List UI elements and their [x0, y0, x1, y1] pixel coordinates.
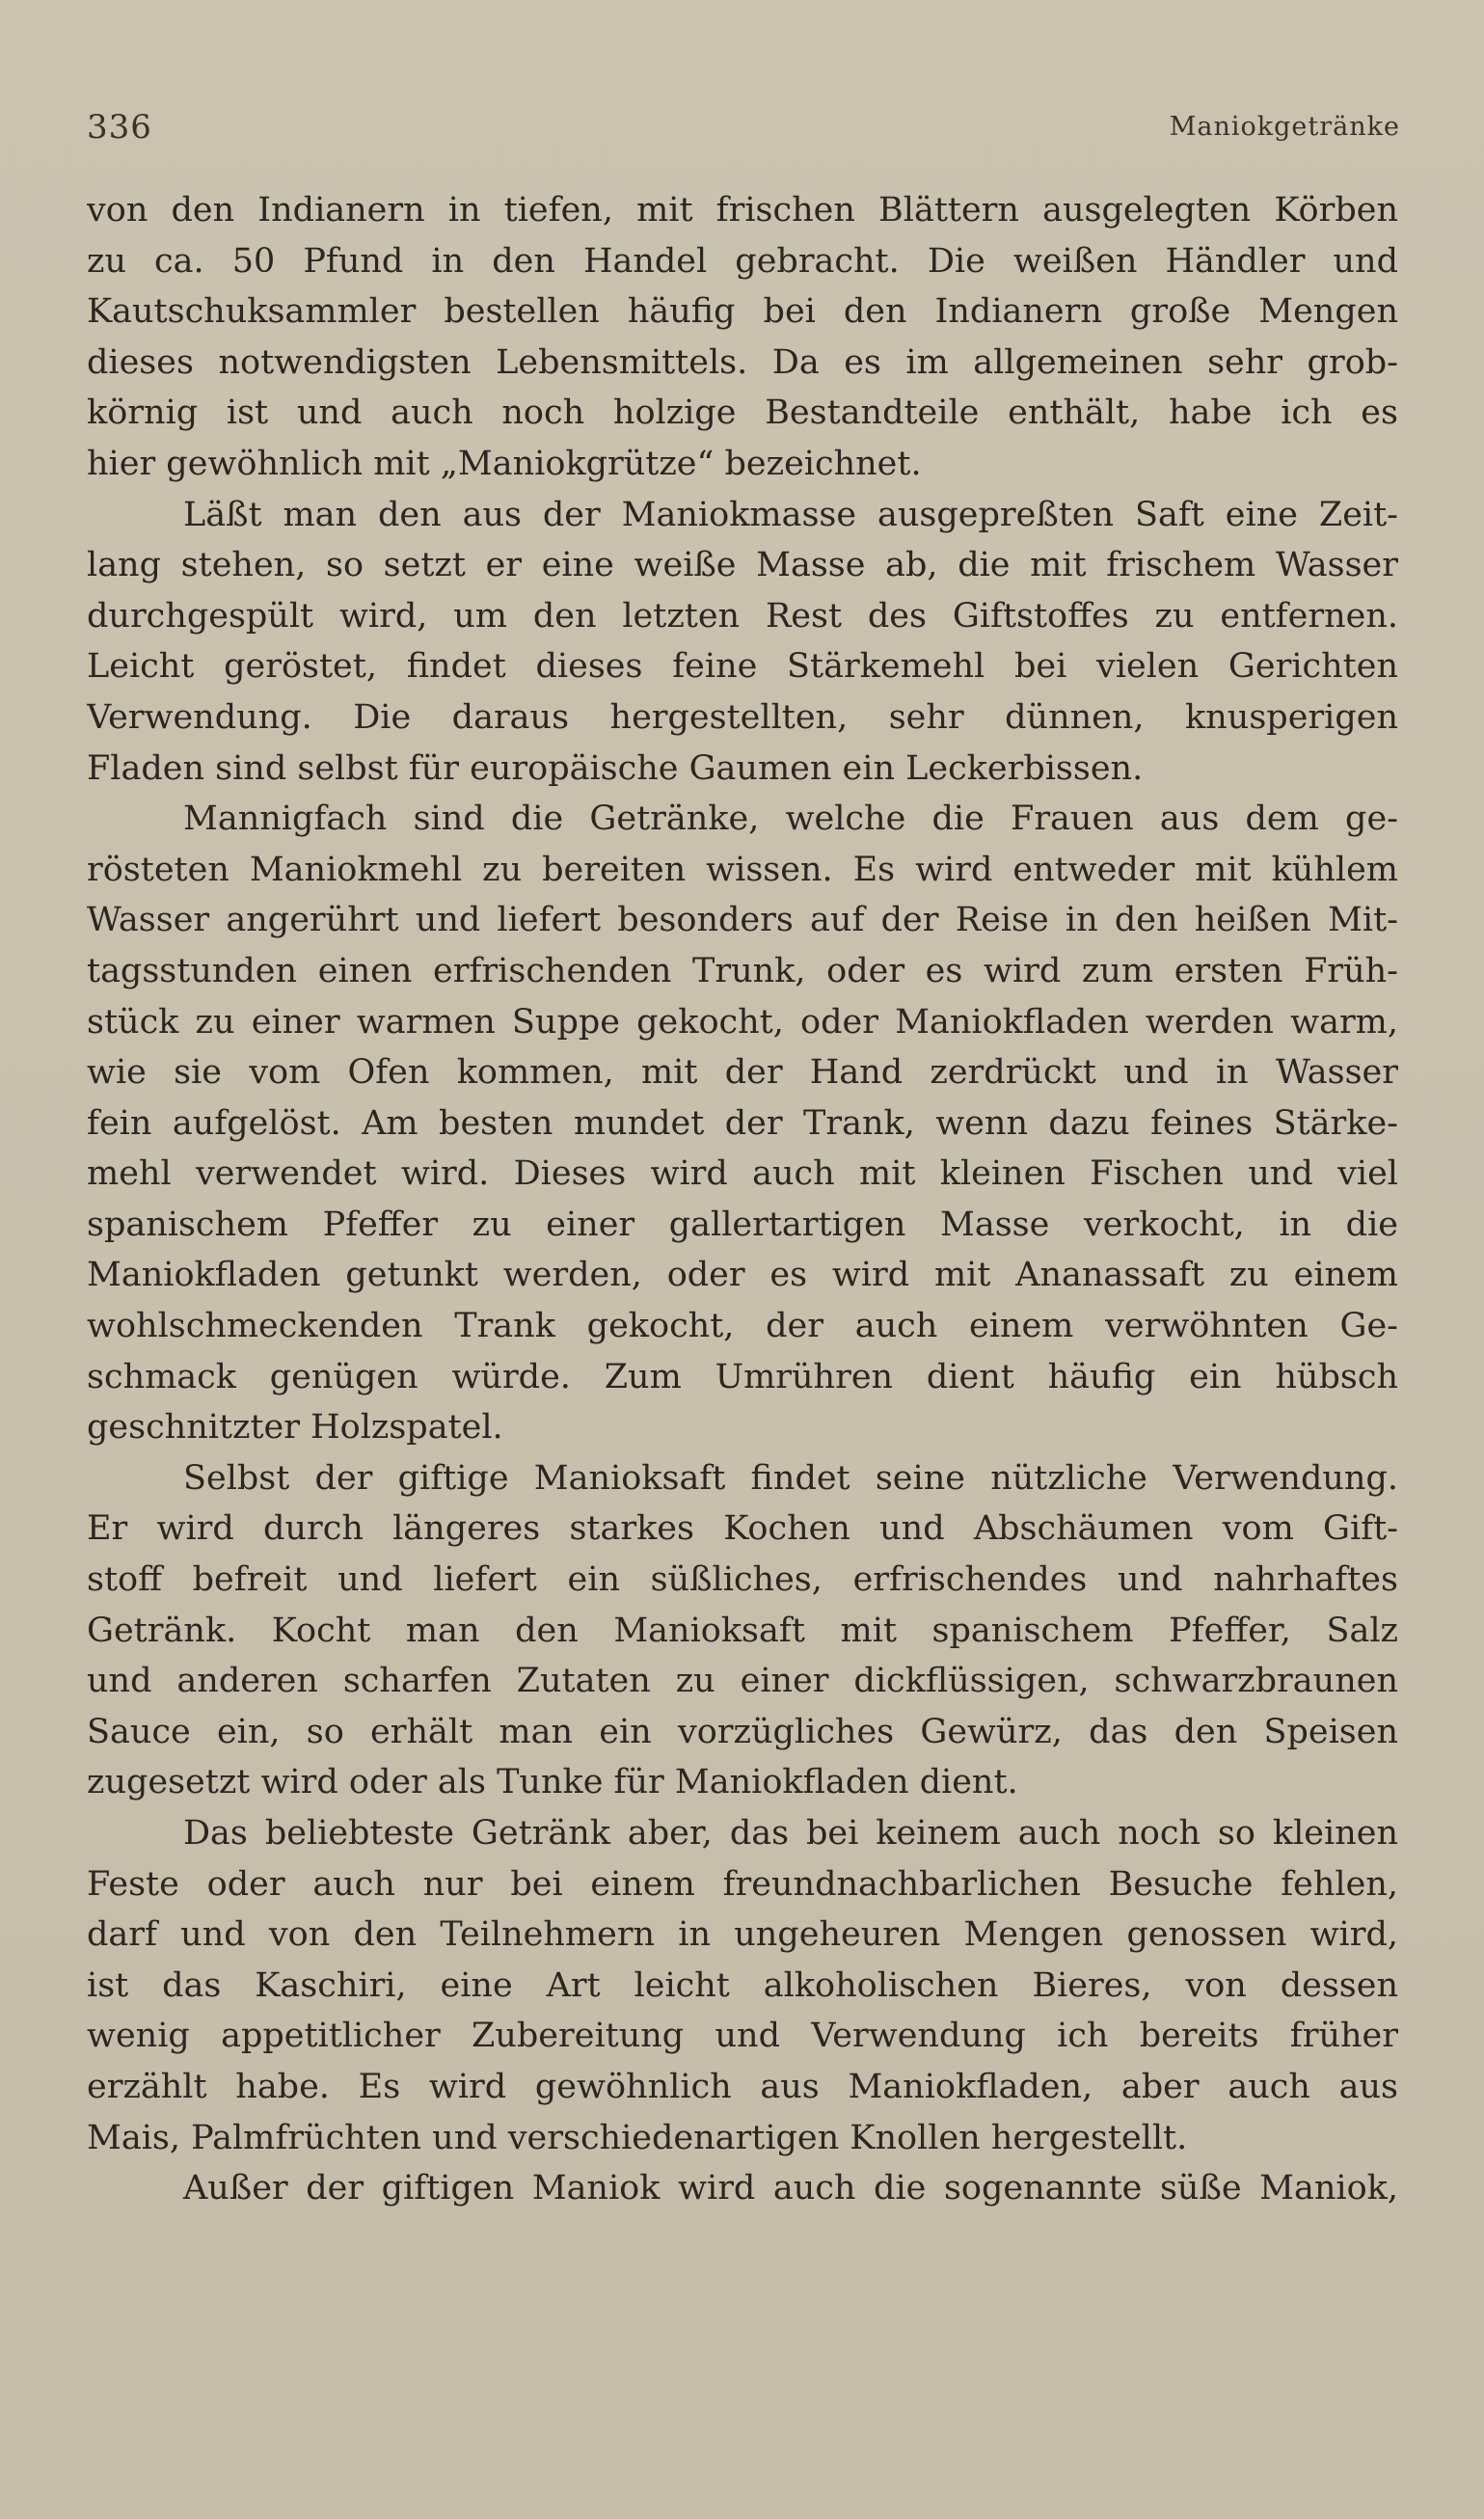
text-line: wie sie vom Ofen kommen, mit der Hand zerdrückt und in Wasser	[87, 1053, 1398, 1093]
text-line: Läßt man den aus der Maniokmasse ausgepreßten Saft eine Zeit-	[183, 495, 1398, 534]
text-line: Das beliebteste Getränk aber, das bei keinem auch noch so kleinen	[183, 1814, 1398, 1853]
text-line: Getränk. Kocht man den Manioksaft mit spanischem Pfeffer, Salz	[87, 1611, 1398, 1650]
text-line: Verwendung. Die daraus hergestellten, sehr dünnen, knusperigen	[87, 697, 1398, 737]
paragraph	[87, 490, 1398, 795]
text-line: darf und von den Teilnehmern in ungeheuren Mengen genossen wird,	[87, 1915, 1398, 1955]
text-line: Fladen sind selbst für europäische Gaumen ein Leckerbissen.	[87, 748, 1144, 788]
paragraph	[87, 1453, 1398, 1808]
text-line: Er wird durch längeres starkes Kochen und Abschäumen vom Gift-	[87, 1509, 1398, 1549]
text-line: erzählt habe. Es wird gewöhnlich aus Maniokfladen, aber auch aus	[87, 2067, 1398, 2106]
text-line: hier gewöhnlich mit „Maniokgrütze“ bezeichnet.	[87, 444, 922, 483]
text-line: spanischem Pfeffer zu einer gallertartigen Masse verkocht, in die	[87, 1205, 1398, 1244]
text-line: fein aufgelöst. Am besten mundet der Trank, wenn dazu feines Stärke-	[87, 1103, 1398, 1143]
text-line: rösteten Maniokmehl zu bereiten wissen. Es wird entweder mit kühlem	[87, 850, 1398, 889]
text-line: Leicht geröstet, findet dieses feine Stärkemehl bei vielen Gerichten	[87, 647, 1398, 687]
text-line: Kautschuksammler bestellen häufig bei den Indianern große Mengen	[87, 292, 1398, 332]
text-line: ist das Kaschiri, eine Art leicht alkoholischen Bieres, von dessen	[87, 1965, 1398, 2005]
text-line: dieses notwendigsten Lebensmittels. Da es im allgemeinen sehr grob-	[87, 342, 1398, 382]
text-line: tagsstunden einen erfrischenden Trunk, oder es wird zum ersten Früh-	[87, 951, 1398, 990]
page-header	[87, 108, 1400, 152]
paragraph	[87, 1808, 1398, 2163]
text-line: zu ca. 50 Pfund in den Handel gebracht. Die weißen Händler und	[87, 241, 1398, 281]
page-number: 336	[87, 108, 152, 147]
paragraph	[87, 794, 1398, 1453]
text-line: schmack genügen würde. Zum Umrühren dient häufig ein hübsch	[87, 1357, 1398, 1396]
text-line: Wasser angerührt und liefert besonders auf der Reise in den heißen Mit-	[87, 901, 1398, 940]
text-line: Mais, Palmfrüchten und verschiedenartigen Knollen hergestellt.	[87, 2118, 1188, 2157]
text-line: durchgespült wird, um den letzten Rest des Giftstoffes zu entfernen.	[87, 596, 1398, 636]
text-line: Selbst der giftige Manioksaft findet seine nützliche Verwendung.	[183, 1458, 1398, 1498]
text-line: wohlschmeckenden Trank gekocht, der auch einem verwöhnten Ge-	[87, 1307, 1398, 1346]
text-line: und anderen scharfen Zutaten zu einer dickflüssigen, schwarzbraunen	[87, 1662, 1398, 1701]
text-line: von den Indianern in tiefen, mit frischen Blättern ausgelegten Körben	[87, 191, 1398, 230]
text-line: lang stehen, so setzt er eine weiße Masse ab, die mit frischem Wasser	[87, 546, 1398, 585]
text-line: mehl verwendet wird. Dieses wird auch mit kleinen Fischen und viel	[87, 1154, 1398, 1194]
paragraph	[87, 185, 1398, 490]
text-line: stoff befreit und liefert ein süßliches, erfrischendes und nahrhaftes	[87, 1560, 1398, 1600]
text-line: Außer der giftigen Maniok wird auch die sogenannte süße Maniok,	[183, 2169, 1398, 2208]
text-line: wenig appetitlicher Zubereitung und Verwendung ich bereits früher	[87, 2017, 1398, 2056]
text-line: Feste oder auch nur bei einem freundnachbarlichen Besuche fehlen,	[87, 1864, 1398, 1904]
text-line: stück zu einer warmen Suppe gekocht, oder Maniokfladen werden warm,	[87, 1002, 1398, 1042]
text-line: zugesetzt wird oder als Tunke für Maniokfladen dient.	[87, 1763, 1018, 1802]
paragraph	[87, 2163, 1398, 2214]
body-text	[87, 185, 1398, 2214]
text-line: Maniokfladen getunkt werden, oder es wird mit Ananassaft zu einem	[87, 1256, 1398, 1295]
text-line: körnig ist und auch noch holzige Bestandteile enthält, habe ich es	[87, 393, 1398, 433]
text-line: geschnitzter Holzspatel.	[87, 1408, 503, 1448]
running-head: Maniokgetränke	[1169, 112, 1400, 142]
text-line: Mannigfach sind die Getränke, welche die Frauen aus dem ge-	[183, 799, 1398, 839]
text-line: Sauce ein, so erhält man ein vorzügliches Gewürz, das den Speisen	[87, 1712, 1398, 1751]
